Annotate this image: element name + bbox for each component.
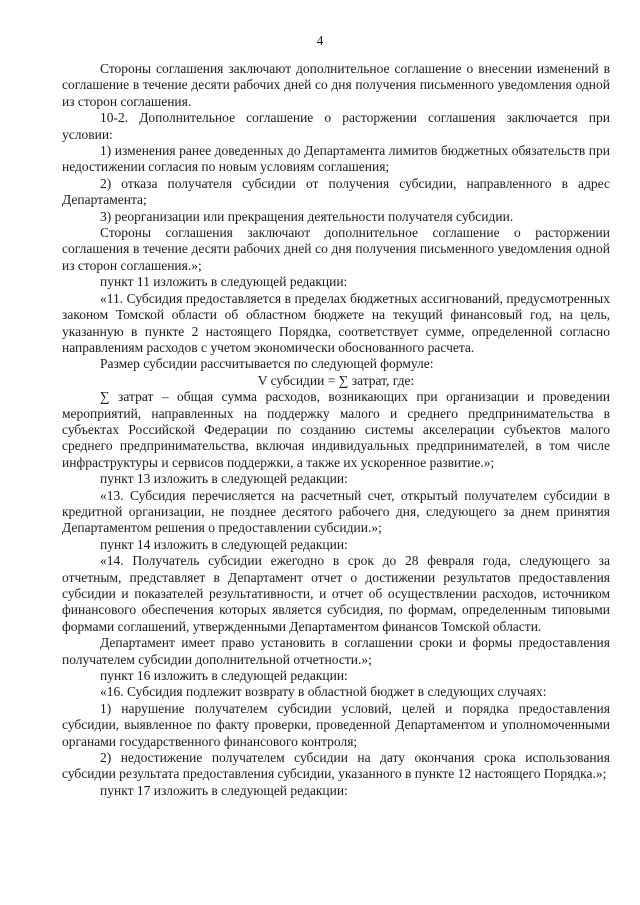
- document-body: [62, 61, 610, 799]
- list-item: 2) отказа получателя субсидии от получения субсидии, направленного в адрес Департамента;: [62, 175, 610, 208]
- paragraph: «16. Субсидия подлежит возврату в областной бюджет в следующих случаях:: [100, 684, 547, 700]
- list-item: 1) изменения ранее доведенных до Департамента лимитов бюджетных обязательств при недостижении согласия по новым условиям соглашения;: [62, 143, 610, 175]
- amendment-instruction: пункт 17 изложить в следующей редакции:: [100, 782, 348, 798]
- formula: V субсидии = ∑ затрат, где:: [257, 372, 415, 388]
- amendment-instruction: пункт 13 изложить в следующей редакции:: [100, 471, 348, 487]
- paragraph: Стороны соглашения заключают дополнительное соглашение о внесении изменений в соглашение в течение десяти рабочих дней со дня получения письменного уведомления одной из сторон соглашения.: [62, 61, 610, 109]
- list-item: 1) нарушение получателем субсидии условий, целей и порядка предоставления субсидии, выявленное по факту проверки, проведенной Департаментом и уполномоченными органами государственного финансового контроля;: [62, 700, 610, 749]
- paragraph: Департамент имеет право установить в соглашении сроки и формы предоставления получателем субсидии дополнительной отчетности.»;: [62, 635, 610, 667]
- paragraph: 10-2. Дополнительное соглашение о расторжении соглашения заключается при условии:: [62, 110, 610, 142]
- list-item: 2) недостижение получателем субсидии на дату окончания срока использования субсидии результата предоставления субсидии, указанного в пункте 12 настоящего Порядка.»;: [62, 750, 610, 782]
- paragraph: «11. Субсидия предоставляется в пределах бюджетных ассигнований, предусмотренных законом Томской области об областном бюджете на текущий финансовый год, на цель, указанную в пункте 2 настоящего Порядка, соответствует сумме, определенной согласно направлениям расходов с учетом экономически обоснованного расчета.: [62, 290, 610, 355]
- amendment-instruction: пункт 14 изложить в следующей редакции:: [100, 536, 348, 552]
- paragraph: «14. Получатель субсидии ежегодно в срок до 28 февраля года, следующего за отчетным, представляет в Департамент отчет о достижении результатов предоставления субсидии и показателей результативности, и отчет об осуществлении расходов, источником финансового обеспечения которых является субсидия, по формам, определенным типовыми формами соглашений, утвержденными Департаментом финансов Томской области.: [62, 553, 610, 634]
- paragraph: Размер субсидии рассчитывается по следующей формуле:: [100, 356, 434, 372]
- amendment-instruction: пункт 11 изложить в следующей редакции:: [100, 274, 348, 290]
- paragraph: ∑ затрат – общая сумма расходов, возникающих при организации и проведении мероприятий, направленных на поддержку малого и среднего предпринимательства в субъектах Российской Федерации по созданию системы акселерации субъектов малого среднего предпринимательства, включая индивидуальных предпринимателей, в том числе инфраструктуры и сервисов поддержки, а также их ускоренное развитие.»;: [62, 389, 610, 470]
- amendment-instruction: пункт 16 изложить в следующей редакции:: [100, 668, 348, 684]
- list-item: 3) реорганизации или прекращения деятельности получателя субсидии.: [100, 208, 514, 224]
- paragraph: «13. Субсидия перечисляется на расчетный счет, открытый получателем субсидии в кредитной организации, не позднее десятого рабочего дня, следующего за днем принятия Департаментом решения о предоставлении субсидии.»;: [62, 487, 610, 536]
- paragraph: Стороны соглашения заключают дополнительное соглашение о расторжении соглашения в течение десяти рабочих дней со дня получения письменного уведомления одной из сторон соглашения.»;: [62, 225, 610, 273]
- page-number: 4: [316, 33, 324, 48]
